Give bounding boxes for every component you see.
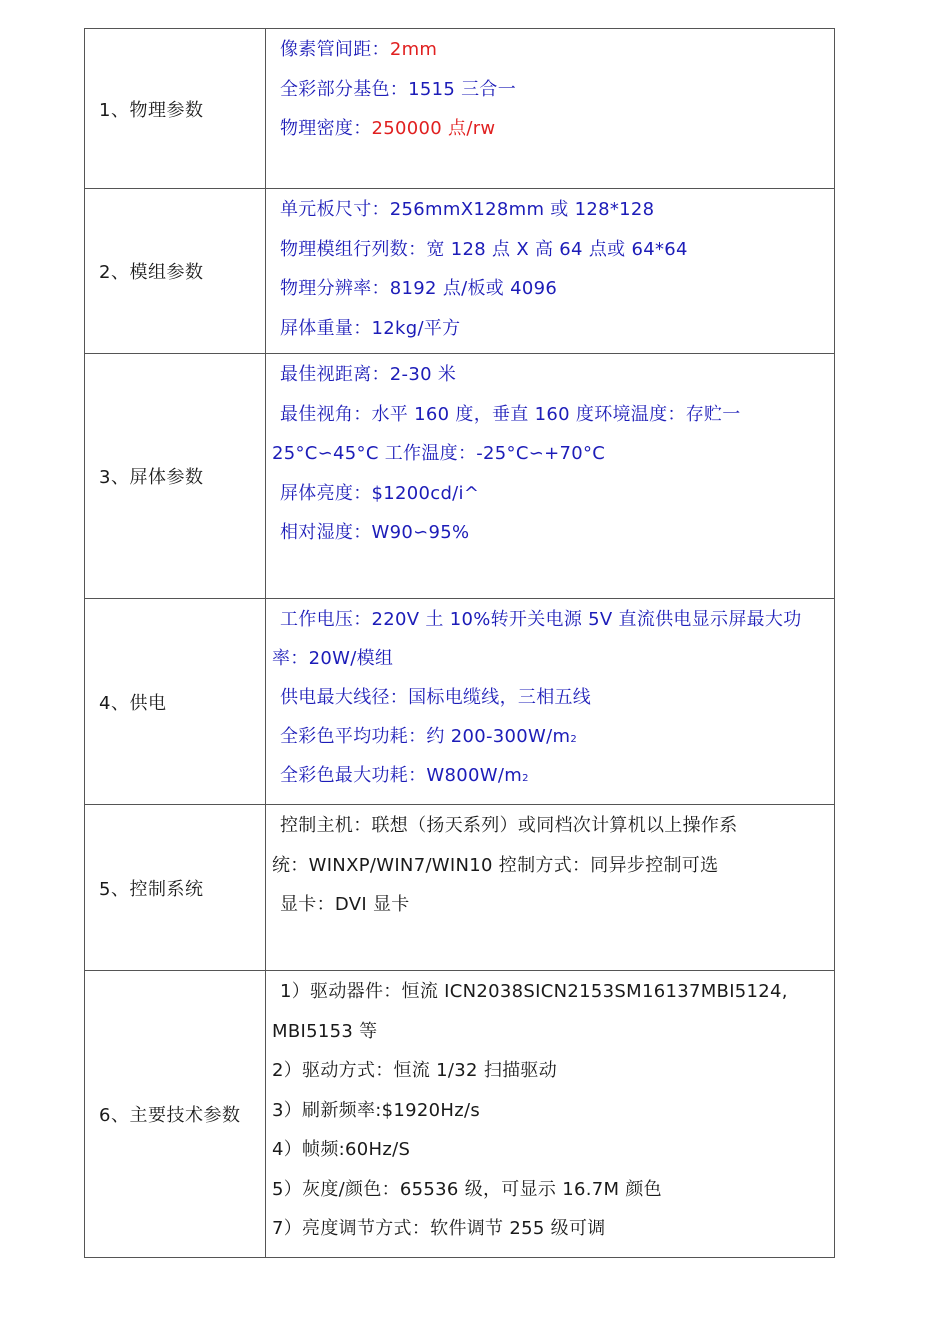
spec-line: 2）驱动方式：恒流 1/32 扫描驱动 bbox=[272, 1060, 558, 1081]
spec-text: 全彩色最大功耗：W800W/m bbox=[280, 765, 523, 786]
spec-line: 控制主机：联想（扬天系列）或同档次计算机以上操作系 bbox=[280, 815, 738, 836]
spec-line: 最佳视距离：2-30 米 bbox=[280, 364, 457, 385]
spec-line: 7）亮度调节方式：软件调节 255 级可调 bbox=[272, 1218, 606, 1239]
spec-line: 4）帧频:60Hz/S bbox=[272, 1139, 411, 1160]
spec-subscript: 2 bbox=[570, 734, 577, 745]
spec-line bbox=[272, 761, 828, 800]
spec-line: 供电最大线径：国标电缆线，三相五线 bbox=[280, 687, 592, 708]
spec-line: 全彩部分基色：1515 三合一 bbox=[280, 78, 517, 100]
spec-line: 统：WINXP/WIN7/WIN10 控制方式：同异步控制可选 bbox=[272, 854, 719, 876]
row-content bbox=[266, 599, 835, 805]
spec-line: 3）刷新频率:$1920Hz/s bbox=[272, 1099, 481, 1121]
spec-line bbox=[272, 114, 828, 154]
spec-key: 物理密度： bbox=[280, 118, 372, 139]
spec-line: 1）驱动器件：恒流 ICN2038SICN2153SM16137MBI5124, bbox=[280, 981, 788, 1002]
row-label: 2、模组参数 bbox=[85, 189, 266, 354]
table-row bbox=[85, 971, 835, 1258]
table-row bbox=[85, 599, 835, 805]
row-label: 1、物理参数 bbox=[85, 29, 266, 189]
spec-line: 单元板尺寸：256mmX128mm 或 128*128 bbox=[280, 199, 655, 220]
row-content bbox=[266, 29, 835, 189]
row-content bbox=[266, 354, 835, 599]
row-content bbox=[266, 805, 835, 971]
spec-line: 5）灰度/颜色：65536 级，可显示 16.7M 颜色 bbox=[272, 1178, 662, 1200]
spec-line: 物理分辨率：8192 点/板或 4096 bbox=[280, 278, 558, 299]
row-content bbox=[266, 971, 835, 1258]
table-row bbox=[85, 805, 835, 971]
spec-value: 2mm bbox=[389, 39, 438, 60]
spec-text: 全彩色平均功耗：约 200-300W/m bbox=[280, 726, 571, 747]
row-label: 3、屏体参数 bbox=[85, 354, 266, 599]
spec-value: 250000 点/rw bbox=[371, 118, 496, 139]
table-row bbox=[85, 189, 835, 354]
row-label: 4、供电 bbox=[85, 599, 266, 805]
spec-key: 像素管间距： bbox=[280, 39, 390, 60]
table-row bbox=[85, 29, 835, 189]
spec-line: MBI5153 等 bbox=[272, 1020, 378, 1042]
spec-line: 屏体重量：12kg/平方 bbox=[280, 317, 461, 339]
spec-table bbox=[84, 28, 835, 1258]
row-label: 5、控制系统 bbox=[85, 805, 266, 971]
spec-line: 最佳视角：水平 160 度，垂直 160 度环境温度：存贮一 bbox=[280, 403, 741, 425]
spec-subscript: 2 bbox=[522, 773, 529, 784]
spec-line: 25°C∽45°C 工作温度：-25°C∽+70°C bbox=[272, 443, 606, 464]
table-row bbox=[85, 354, 835, 599]
row-label: 6、主要技术参数 bbox=[85, 971, 266, 1258]
spec-line bbox=[272, 722, 828, 761]
spec-line: 率：20W/模组 bbox=[272, 648, 394, 669]
spec-line: 显卡：DVI 显卡 bbox=[280, 894, 410, 915]
spec-line bbox=[272, 35, 828, 75]
row-content bbox=[266, 189, 835, 354]
spec-line: 屏体亮度：$1200cd/i^ bbox=[280, 482, 480, 504]
spec-line: 物理模组行列数：宽 128 点 X 高 64 点或 64*64 bbox=[280, 238, 688, 260]
spec-line: 相对湿度：W90∽95% bbox=[280, 522, 470, 543]
spec-line: 工作电压：220V 土 10%转开关电源 5V 直流供电显示屏最大功 bbox=[280, 609, 802, 630]
